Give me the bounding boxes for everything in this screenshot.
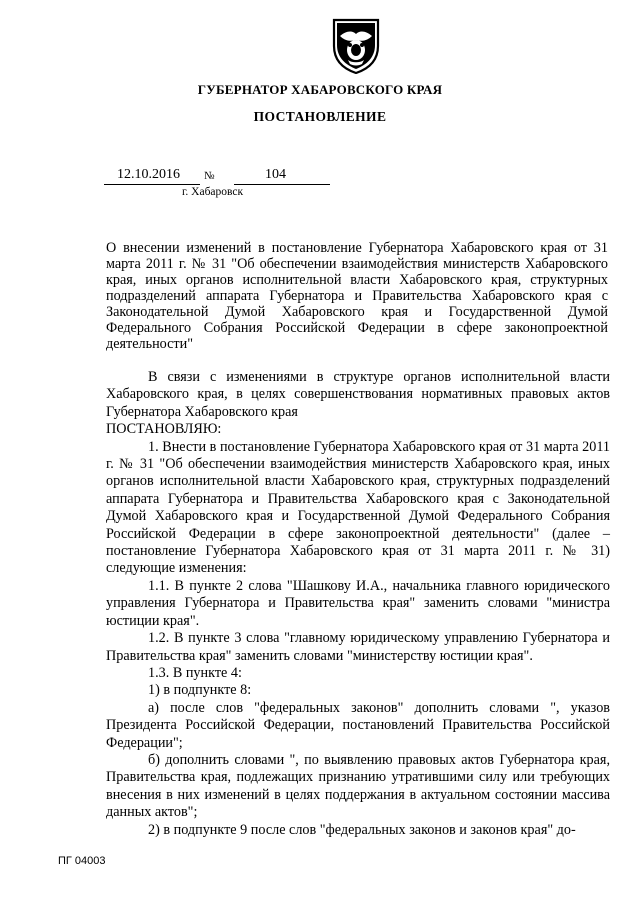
document-date: 12.10.2016: [117, 167, 180, 182]
subparagraph-1-b: б) дополнить словами ", по выявлению правовых актов Губернатора края, Правительства края, подлежащих признанию утратившими силу или требующих внесения в них изменений в целях поддержания в актуальном состоянии массива данных актов";: [106, 751, 610, 821]
date-number-line: [104, 167, 330, 185]
paragraph-1: 1. Внести в постановление Губернатора Хабаровского края от 31 марта 2011 г. № 31 "Об обеспечении взаимодействия министерств Хабаровского края, иных органов исполнительной власти Хабаровского края, структурных подразделений аппарата Губернатора и Правительства Хабаровского края с Законодательной Думой Хабаровского края и Государственной Думой Федерального Собрания Российской Федерации в сфере законопроектной деятельности" (далее – постановление Губернатора Хабаровского края от 31 марта 2011 г. № 31) следующие изменения:: [106, 438, 610, 577]
city: г. Хабаровск: [182, 186, 244, 198]
paragraph-1-3: 1.3. В пункте 4:: [148, 664, 242, 681]
authority-title: ГУБЕРНАТОР ХАБАРОВСКОГО КРАЯ: [197, 82, 443, 97]
decree-word: ПОСТАНОВЛЯЮ:: [106, 421, 222, 438]
paragraph-1-2: 1.2. В пункте 3 слова "главному юридическому управлению Губернатора и Правительства края" заменить словами "министерству юстиции края".: [106, 630, 610, 664]
document-title: О внесении изменений в постановление Губернатора Хабаровского края от 31 марта 2011 г. № 31 "Об обеспечении взаимодействия министерств Хабаровского края, иных органов исполнительной власти Хабаровского края, структурных подразделений аппарата Губернатора и Правительства Хабаровского края с Законодательной Думой Хабаровского края и Государственной Думой Федерального Собрания Российской Федерации в сфере законопроектной деятельности": [106, 240, 608, 352]
document-type: ПОСТАНОВЛЕНИЕ: [253, 109, 387, 124]
document-number: 104: [265, 167, 286, 182]
number-sign: №: [204, 170, 215, 182]
subparagraph-1: 1) в подпункте 8:: [148, 682, 252, 699]
document-body: [106, 369, 610, 839]
date-underline: [104, 184, 200, 185]
khabarovsk-coat-of-arms-icon: [330, 16, 382, 74]
subparagraph-1-a: а) после слов "федеральных законов" дополнить словами ", указов Президента Российской Федерации, постановлений Правительства Российской Федерации";: [106, 699, 610, 751]
preamble: В связи с изменениями в структуре органов исполнительной власти Хабаровского края, в целях совершенствования нормативных правовых актов Губернатора Хабаровского края: [106, 369, 610, 420]
paragraph-1-1: 1.1. В пункте 2 слова "Шашкову И.А., начальника главного юридического управления Губернатора и Правительства края" заменить словами "министра юстиции края".: [106, 577, 610, 629]
form-code: ПГ 04003: [58, 855, 106, 867]
number-underline: [234, 184, 330, 185]
subparagraph-2: 2) в подпункте 9 после слов "федеральных законов и законов края" до-: [148, 821, 576, 838]
